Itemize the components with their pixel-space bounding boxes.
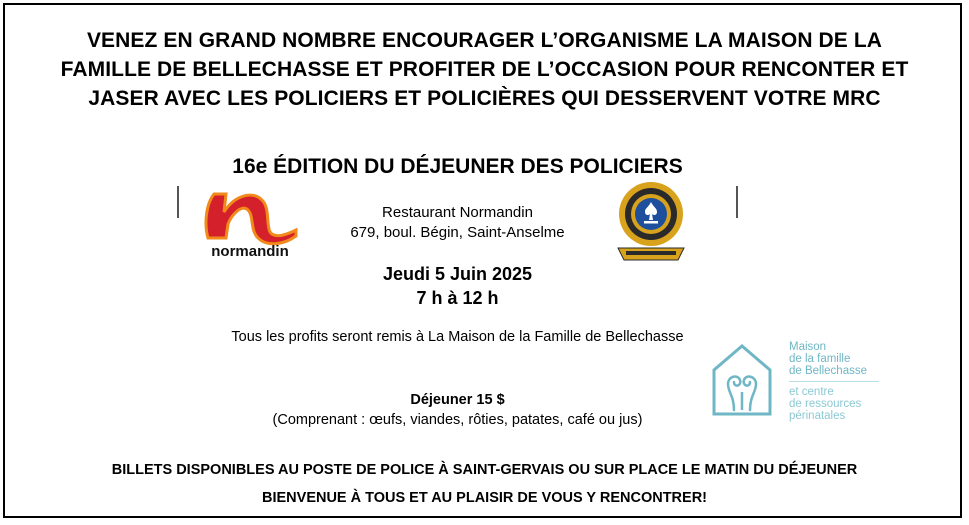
event-datetime <box>0 262 915 310</box>
headline-line-2: FAMILLE DE BELLECHASSE ET PROFITER DE L’OCCASION POUR RENCONTER ET <box>60 58 909 81</box>
maison-famille-house-icon <box>708 340 778 420</box>
edition-title: 16e ÉDITION DU DÉJEUNER DES POLICIERS <box>232 155 683 178</box>
price-details: (Comprenant : œufs, viandes, rôties, patates, café ou jus) <box>272 412 643 428</box>
tickets-info: BILLETS DISPONIBLES AU POSTE DE POLICE À SAINT-GERVAIS OU SUR PLACE LE MATIN DU DÉJEUNER <box>111 462 858 478</box>
maison-famille-text <box>789 341 879 422</box>
venue-address: 679, boul. Bégin, Saint-Anselme <box>350 224 565 241</box>
maison-sub-line-1: et centre <box>789 386 834 398</box>
profits-note: Tous les profits seront remis à La Maison de la Famille de Bellechasse <box>231 329 684 345</box>
welcome-message: BIENVENUE À TOUS ET AU PLAISIR DE VOUS Y RENCONTRER! <box>262 490 707 506</box>
venue-name: Restaurant Normandin <box>382 204 533 221</box>
maison-name-line-1: Maison <box>789 341 827 353</box>
maison-name-line-3: de Bellechasse <box>789 365 867 377</box>
event-date: Jeudi 5 Juin 2025 <box>382 264 533 284</box>
maison-divider <box>789 381 879 382</box>
venue <box>0 203 915 243</box>
maison-sub-line-2: de ressources <box>789 398 862 410</box>
price-label: Déjeuner 15 $ <box>410 392 505 408</box>
headline-line-1: VENEZ EN GRAND NOMBRE ENCOURAGER L’ORGANISME LA MAISON DE LA <box>86 29 883 52</box>
headline <box>0 26 969 113</box>
maison-name-line-2: de la famille <box>789 353 851 365</box>
event-time: 7 h à 12 h <box>416 288 499 308</box>
normandin-wordmark: normandin <box>211 243 289 260</box>
maison-sub-line-3: périnatales <box>789 410 846 422</box>
footer <box>0 456 969 512</box>
headline-line-3: JASER AVEC LES POLICIERS ET POLICIÈRES QUI DESSERVENT VOTRE MRC <box>88 87 881 110</box>
